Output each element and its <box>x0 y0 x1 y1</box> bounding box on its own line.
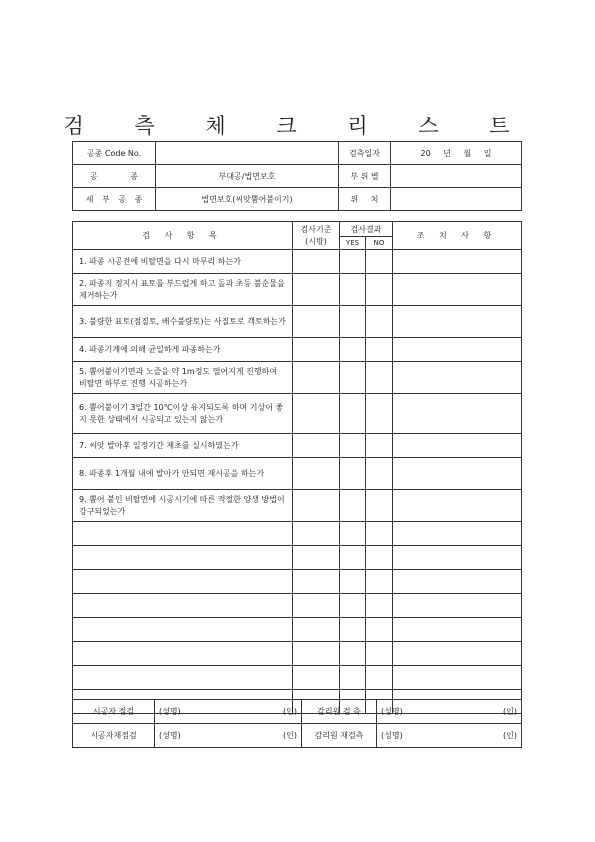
table-row <box>73 362 522 394</box>
item-header: 검 사 항 목 <box>73 222 293 250</box>
yes-cell[interactable] <box>340 306 366 338</box>
work-value: 부대공/법면보호 <box>156 165 339 188</box>
standard-cell[interactable] <box>293 250 340 274</box>
detail-value: 법면보호(씨앗뿜어붙이기) <box>156 188 339 211</box>
table-row <box>73 642 522 666</box>
action-cell[interactable] <box>393 490 522 522</box>
no-cell[interactable] <box>366 338 393 362</box>
checklist-item-text <box>73 594 293 618</box>
checklist-item-text: 9. 뿜어 붙인 비탈면에 시공시기에 따른 적절한 양생 방법이 강구되었는가 <box>73 490 293 522</box>
checklist-item-text: 7. 씨앗 발아후 일정기간 제초를 실시하였는가 <box>73 434 293 458</box>
supervisor-reinspect-label: 감리원 재검측 <box>302 724 377 748</box>
action-cell[interactable] <box>393 394 522 434</box>
checklist-item-text <box>73 618 293 642</box>
supervisor-inspect-name-field[interactable]: (성명) <box>377 700 457 724</box>
action-header: 조 치 사 항 <box>393 222 522 250</box>
table-row <box>73 618 522 642</box>
action-cell[interactable] <box>393 306 522 338</box>
table-row <box>73 394 522 434</box>
info-table <box>72 141 522 211</box>
standard-header-label: 검사기준 <box>300 224 332 234</box>
contractor-check-seal: (인) <box>237 700 302 724</box>
table-row <box>73 434 522 458</box>
yes-cell[interactable] <box>340 394 366 434</box>
checklist-item-text <box>73 522 293 546</box>
yes-cell[interactable] <box>340 666 366 690</box>
standard-header <box>293 222 340 250</box>
standard-cell[interactable] <box>293 490 340 522</box>
table-row <box>73 338 522 362</box>
yes-cell[interactable] <box>340 490 366 522</box>
yes-cell[interactable] <box>340 458 366 490</box>
yes-cell[interactable] <box>340 434 366 458</box>
table-row <box>73 490 522 522</box>
contractor-recheck-seal: (인) <box>237 724 302 748</box>
checklist-item-text: 5. 뿜어붙이기면과 노즐을 약 1m정도 떨어지게 진행하여 비탈면 하부로 진행 시공하는가 <box>73 362 293 394</box>
contractor-recheck-name-field[interactable]: (성명) <box>155 724 237 748</box>
checklist-item-text: 3. 불량한 표토(점질토, 배수불량토)는 사질토로 객토하는가 <box>73 306 293 338</box>
part-value-field[interactable] <box>391 165 522 188</box>
standard-cell[interactable] <box>293 594 340 618</box>
no-cell[interactable] <box>366 594 393 618</box>
contractor-recheck-label: 시공자재점검 <box>73 724 155 748</box>
code-label: 공종 Code No. <box>73 142 156 165</box>
action-cell[interactable] <box>393 618 522 642</box>
location-value-field[interactable] <box>391 188 522 211</box>
table-row <box>73 546 522 570</box>
action-cell[interactable] <box>393 250 522 274</box>
checklist-item-text: 2. 파종지 정지시 표토를 부드럽게 하고 돌과 초등 불순물을 제거하는가 <box>73 274 293 306</box>
checklist-item-text: 6. 뿜어붙이기 3일간 10℃이상 유지되도록 하며 기상이 좋지 못한 상태에서 시공되고 있는지 않는가 <box>73 394 293 434</box>
checklist-item-text: 4. 파종기계에 의해 균일하게 파종하는가 <box>73 338 293 362</box>
contractor-check-label: 시공자 점검 <box>73 700 155 724</box>
location-label: 위 치 <box>339 188 391 211</box>
checklist-item-text <box>73 570 293 594</box>
detail-label: 세 부 공 종 <box>73 188 156 211</box>
no-cell[interactable] <box>366 546 393 570</box>
yes-cell[interactable] <box>340 570 366 594</box>
yes-cell[interactable] <box>340 522 366 546</box>
standard-cell[interactable] <box>293 306 340 338</box>
supervisor-reinspect-seal: (인) <box>457 724 522 748</box>
checklist-item-text <box>73 642 293 666</box>
no-cell[interactable] <box>366 570 393 594</box>
table-row <box>73 250 522 274</box>
no-cell[interactable] <box>366 666 393 690</box>
action-cell[interactable] <box>393 274 522 306</box>
checklist-table <box>72 221 522 714</box>
yes-cell[interactable] <box>340 362 366 394</box>
no-cell[interactable] <box>366 434 393 458</box>
checklist-item-text: 8. 파종후 1개월 내에 발아가 안되면 재시공을 하는가 <box>73 458 293 490</box>
no-cell[interactable] <box>366 522 393 546</box>
page-title: 검 측 체 크 리 스 트 <box>63 114 532 138</box>
yes-cell[interactable] <box>340 250 366 274</box>
table-row <box>73 274 522 306</box>
contractor-check-name-field[interactable]: (성명) <box>155 700 237 724</box>
standard-cell[interactable] <box>293 618 340 642</box>
yes-cell[interactable] <box>340 546 366 570</box>
action-cell[interactable] <box>393 434 522 458</box>
no-cell[interactable] <box>366 274 393 306</box>
no-cell[interactable] <box>366 642 393 666</box>
standard-cell[interactable] <box>293 666 340 690</box>
no-cell[interactable] <box>366 394 393 434</box>
standard-cell[interactable] <box>293 434 340 458</box>
action-cell[interactable] <box>393 546 522 570</box>
action-cell[interactable] <box>393 458 522 490</box>
table-row <box>73 570 522 594</box>
action-cell[interactable] <box>393 522 522 546</box>
yes-cell[interactable] <box>340 594 366 618</box>
action-cell[interactable] <box>393 666 522 690</box>
action-cell[interactable] <box>393 362 522 394</box>
part-label: 부 위 별 <box>339 165 391 188</box>
result-header: 검사결과 <box>340 222 393 237</box>
checklist-item-text: 1. 파종 시공전에 비탈면을 다시 마무리 하는가 <box>73 250 293 274</box>
yes-cell[interactable] <box>340 338 366 362</box>
yes-cell[interactable] <box>340 642 366 666</box>
supervisor-inspect-label: 감리원 검 측 <box>302 700 377 724</box>
standard-cell[interactable] <box>293 362 340 394</box>
no-cell[interactable] <box>366 306 393 338</box>
action-cell[interactable] <box>393 570 522 594</box>
signature-table <box>72 699 522 748</box>
table-row <box>73 522 522 546</box>
code-value-field[interactable] <box>156 142 339 165</box>
work-label: 공 종 <box>73 165 156 188</box>
date-value-field[interactable]: 20 년 월 일 <box>391 142 522 165</box>
table-row <box>73 458 522 490</box>
table-row <box>73 594 522 618</box>
standard-cell[interactable] <box>293 338 340 362</box>
no-cell[interactable] <box>366 490 393 522</box>
no-cell[interactable] <box>366 618 393 642</box>
yes-header: YES <box>340 237 366 250</box>
standard-cell[interactable] <box>293 458 340 490</box>
standard-cell[interactable] <box>293 642 340 666</box>
standard-cell[interactable] <box>293 394 340 434</box>
supervisor-inspect-seal: (인) <box>457 700 522 724</box>
standard-cell[interactable] <box>293 274 340 306</box>
standard-cell[interactable] <box>293 522 340 546</box>
standard-header-sub: (시방) <box>305 236 327 246</box>
action-cell[interactable] <box>393 338 522 362</box>
no-cell[interactable] <box>366 458 393 490</box>
yes-cell[interactable] <box>340 274 366 306</box>
standard-cell[interactable] <box>293 570 340 594</box>
no-header: NO <box>366 237 393 250</box>
no-cell[interactable] <box>366 250 393 274</box>
yes-cell[interactable] <box>340 618 366 642</box>
supervisor-reinspect-name-field[interactable]: (성명) <box>377 724 457 748</box>
checklist-item-text <box>73 546 293 570</box>
table-row <box>73 666 522 690</box>
action-cell[interactable] <box>393 642 522 666</box>
date-label: 검측일자 <box>339 142 391 165</box>
no-cell[interactable] <box>366 362 393 394</box>
checklist-item-text <box>73 666 293 690</box>
table-row <box>73 306 522 338</box>
standard-cell[interactable] <box>293 546 340 570</box>
action-cell[interactable] <box>393 594 522 618</box>
